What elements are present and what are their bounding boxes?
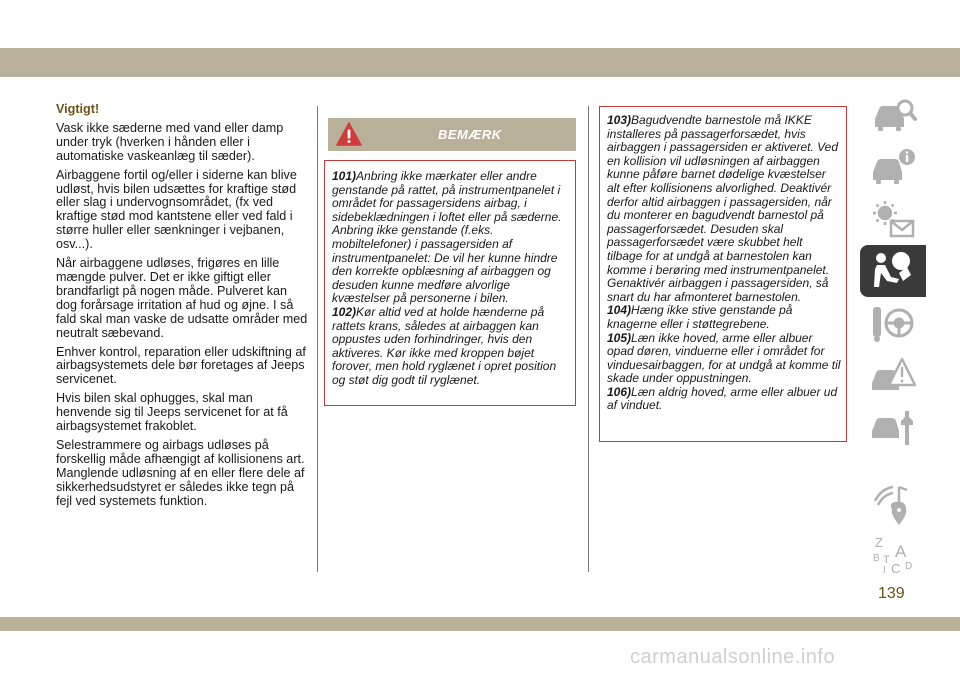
warning-number: 102): [332, 304, 357, 319]
chapter-tab-car-search[interactable]: [860, 89, 926, 141]
multimedia-nav-icon: [869, 481, 917, 525]
warning-triangle-icon: [336, 122, 362, 146]
index-letter: A: [895, 542, 907, 561]
chapter-tab-warning-car[interactable]: [860, 349, 926, 401]
index-letter: C: [891, 561, 901, 576]
warning-text: Læn ikke hoved, arme eller albuer opad døren, vinduerne eller i området for vinduesairbaggen, for at undgå at komme til skade under oppustningen.: [607, 330, 841, 386]
warning-text: Kør altid ved at holde hænderne på rattets krans, således at airbaggen kan oppustes uden forhindringer, hvis den aktiveres. Kør ikke med kroppen bøjet forover, men hold ryglænet i opret position og støt dig godt til ryglænet.: [332, 304, 557, 387]
warning-triangle-car-icon: [869, 353, 917, 397]
column-divider-right: [588, 106, 589, 572]
important-notes-column: [56, 103, 308, 513]
lights-message-icon: [869, 197, 917, 241]
paragraph: Hvis bilen skal ophugges, skal man henvende sig til Jeeps servicenet for at få airbagsystemet frakoblet.: [56, 391, 288, 434]
paragraph: Selestrammere og airbags udløses på forskellig måde afhængigt af kollisionens art. Manglende udløsning af en eller flere dele af sikkerhedsudstyret er således ikke tegn på fejl ved systemets funktion.: [56, 437, 305, 508]
column-divider-left: [317, 106, 318, 572]
warning-item: [607, 304, 841, 331]
warning-number: 101): [332, 169, 357, 183]
warning-box-1: [324, 160, 576, 406]
car-search-icon: [869, 93, 917, 137]
warning-number: 103): [607, 113, 632, 127]
warning-text: Anbring ikke mærkater eller andre genstande på rattet, på instrumentpanelet i området for passagersidens airbag, i sidebeklædningen i loftet eller på sæderne. Anbring ikke genstande (f.eks. mobiltelefoner) i passagersiden af instrumentpanelet: De vil her kunne hindre den korrekte opblæsning af airbaggen og desuden kunne medføre alvorlige kvæstelser på personerne i bilen.: [332, 169, 562, 306]
warning-number: 104): [607, 303, 632, 318]
airbag-safety-icon: [869, 249, 917, 293]
chapter-tab-index[interactable]: [860, 529, 926, 581]
index-letter: I: [883, 565, 886, 576]
chapter-tab-multimedia[interactable]: [860, 477, 926, 529]
paragraph: Airbaggene fortil og/eller i siderne kan blive udløst, hvis bilen udsættes for kraftige stød eller slag i undervognsområdet, (fx ved kraftige stød mod kantstene eller ved fald i større huller eller sænkninger i vejbanen, osv...).: [56, 167, 297, 252]
warning-item: [607, 386, 841, 413]
page-number: 139: [878, 585, 905, 602]
index-letter: B: [873, 553, 880, 564]
index-letters-icon: [869, 533, 917, 577]
steering-key-icon: [869, 301, 917, 345]
warning-box-2: [599, 106, 847, 442]
paragraph: Vask ikke sæderne med vand eller damp under tryk (hverken i hånden eller i automatiske vaskeanlæg til sæder).: [56, 120, 284, 163]
chapter-tab-steering-key[interactable]: [860, 297, 926, 349]
warning-item: [607, 114, 841, 304]
warning-header: [328, 118, 576, 151]
bottom-band: [0, 617, 960, 631]
warning-text: Læn aldrig hoved, arme eller albuer ud af vinduet.: [607, 384, 838, 413]
important-heading: Vigtigt!: [56, 102, 100, 116]
warning-item: [607, 332, 841, 386]
paragraph: Når airbaggene udløses, frigøres en lille mængde pulver. Det er ikke giftigt eller brandfarligt på nogen måde. Pulveret kan dog forårsage irritation af hud og øjne. I så fald skal man vaske de udsatte områder med neutralt sæbevand.: [56, 256, 308, 340]
warning-number: 106): [607, 384, 632, 399]
index-letter: Z: [875, 535, 883, 550]
warning-text: Hæng ikke stive genstande på knagerne eller i støttegrebene.: [607, 303, 793, 331]
top-band: [0, 48, 960, 77]
warning-number: 105): [607, 330, 632, 345]
warning-item: [332, 306, 570, 388]
index-letter: T: [883, 554, 890, 566]
chapter-tab-car-info[interactable]: [860, 141, 926, 193]
chapter-tab-service-tools[interactable]: [860, 401, 926, 453]
warning-item: [332, 170, 570, 306]
index-letter: D: [905, 561, 913, 572]
service-tools-icon: [869, 405, 917, 449]
warning-title: BEMÆRK: [438, 127, 502, 142]
watermark-text: carmanualsonline.info: [630, 646, 836, 668]
paragraph: Enhver kontrol, reparation eller udskiftning af airbagsystemets dele bør foretages af Jeeps servicenet.: [56, 344, 306, 387]
chapter-tab-lights-message[interactable]: [860, 193, 926, 245]
warning-text: Bagudvendte barnestole må IKKE installeres på passagerforsædet, hvis airbaggen i passagersiden er aktiveret. Ved en kollision vil udløsningen af airbaggen kunne påføre barnet dødelige kvæstelser alt efter kollisionens alvorlighed. Deaktivér derfor altid airbaggen i passagersiden, når du monterer en bagudvendt barnestol på passagerforsædet. Desuden skal passagerforsædet være skubbet helt tilbage for at undgå at barnestolen kan komme i berøring med instrumentpanelet. Genaktivér airbaggen i passagersiden, så snart du har afmonteret barnestolen.: [607, 113, 839, 304]
chapter-tab-airbag-safety[interactable]: [860, 245, 926, 297]
car-info-icon: [869, 145, 917, 189]
